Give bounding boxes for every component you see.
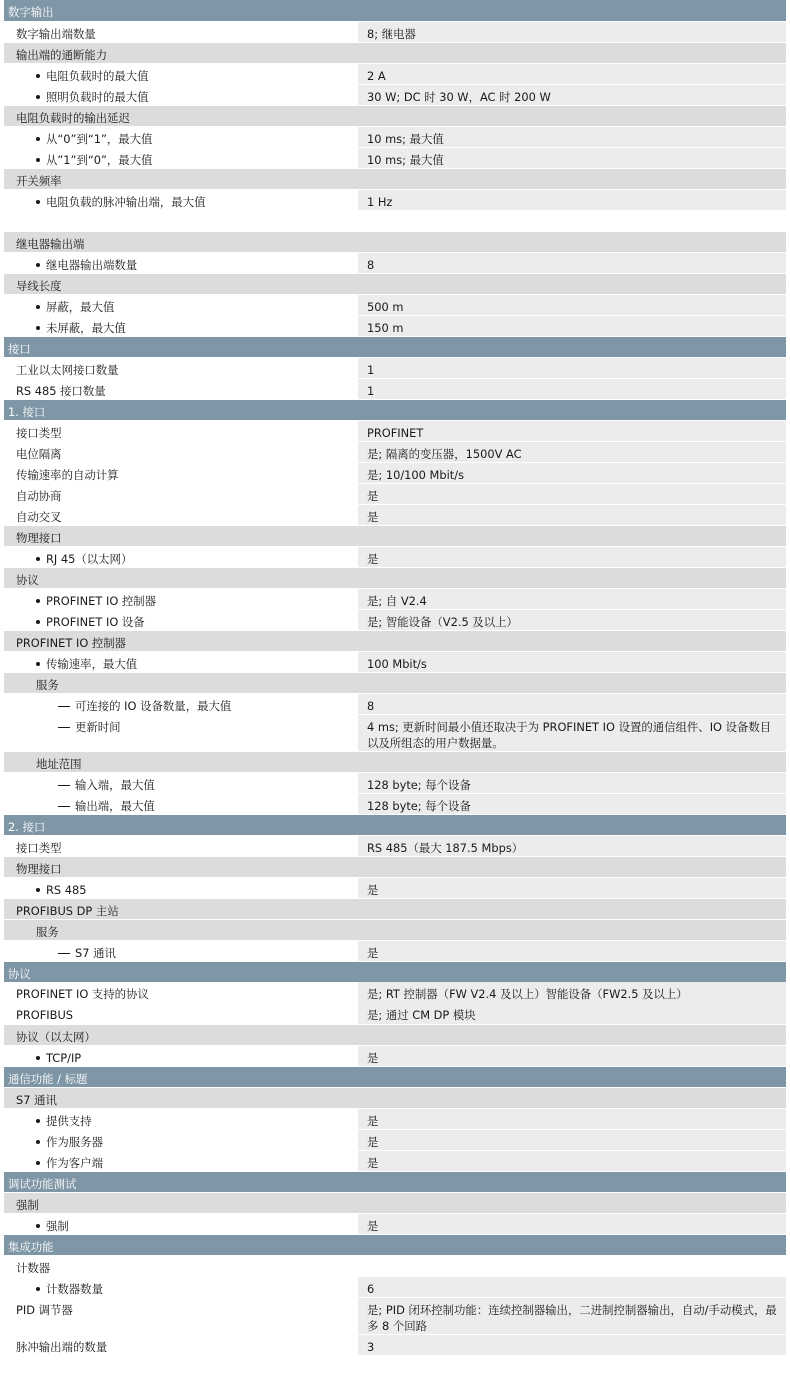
- spec-label: [4, 85, 358, 105]
- spec-value: 是: [358, 1109, 786, 1129]
- spec-label-text: 照明负载时的最大值: [46, 90, 149, 104]
- spec-label: [4, 899, 786, 919]
- spec-label: [4, 962, 786, 982]
- spec-row: [4, 294, 786, 315]
- spec-label-text: 开关频率: [16, 174, 62, 188]
- section-header: [4, 1171, 786, 1192]
- spec-label: [4, 631, 786, 651]
- group-header: [4, 273, 786, 294]
- spec-label-text: 电位隔离: [16, 447, 62, 461]
- spec-label-text: PROFINET IO 控制器: [46, 594, 157, 608]
- section-header: [4, 1066, 786, 1087]
- spec-label: [4, 982, 358, 1003]
- spec-value: 是; RT 控制器（FW V2.4 及以上）智能设备（FW2.5 及以上）: [358, 982, 786, 1003]
- spec-label: [4, 442, 358, 462]
- bullet-icon: [36, 1119, 40, 1123]
- bullet-icon: [36, 557, 40, 561]
- spec-label: [4, 1193, 786, 1213]
- spec-label-text: 屏蔽，最大值: [46, 300, 115, 314]
- spec-value: 500 m: [358, 295, 786, 315]
- spec-value: 是: [358, 941, 786, 961]
- spec-value: 128 byte; 每个设备: [358, 794, 786, 814]
- spec-label-text: PID 调节器: [16, 1303, 73, 1317]
- spec-label: [4, 815, 786, 835]
- spec-value: RS 485（最大 187.5 Mbps）: [358, 836, 786, 856]
- spec-row: [4, 940, 786, 961]
- spec-label: [4, 920, 786, 940]
- spec-label-text: 调试功能测试: [8, 1177, 77, 1191]
- spec-label-text: 数字输出端数量: [16, 27, 96, 41]
- spec-label: [4, 836, 358, 856]
- spec-label: [4, 274, 786, 294]
- spec-label: [4, 505, 358, 525]
- spec-row: [4, 793, 786, 814]
- spec-label: [4, 673, 786, 693]
- spec-row: [4, 609, 786, 630]
- spec-label: [4, 484, 358, 504]
- spec-value: 是; 自 V2.4: [358, 589, 786, 609]
- spec-label: [4, 64, 358, 84]
- dash-icon: [58, 806, 70, 807]
- dash-icon: [58, 706, 70, 707]
- bullet-icon: [36, 95, 40, 99]
- bullet-icon: [36, 1224, 40, 1228]
- spec-label: [4, 421, 358, 441]
- spec-label: [4, 1277, 358, 1297]
- spec-value: 是; 隔离的变压器，1500V AC: [358, 442, 786, 462]
- spec-label: [4, 589, 358, 609]
- spec-label-text: 数字输出: [8, 5, 54, 19]
- spec-label: [4, 358, 358, 378]
- bullet-icon: [36, 200, 40, 204]
- spec-value: 8; 继电器: [358, 22, 786, 42]
- spec-value: 128 byte; 每个设备: [358, 773, 786, 793]
- spec-row: [4, 877, 786, 898]
- spec-row: [4, 378, 786, 399]
- spec-label-text: PROFIBUS DP 主站: [16, 904, 119, 918]
- spec-row: [4, 147, 786, 168]
- spec-row: [4, 546, 786, 567]
- spec-label: [4, 316, 358, 336]
- spec-label-text: 电阻负载时的输出延迟: [16, 111, 130, 125]
- group-header: [4, 856, 786, 877]
- spec-label-text: 导线长度: [16, 279, 62, 293]
- group-header: [4, 898, 786, 919]
- group-header: [4, 1024, 786, 1045]
- spec-label: [4, 400, 786, 420]
- spec-row: [4, 772, 786, 793]
- spec-label: [4, 752, 786, 772]
- spec-value: 是: [358, 1130, 786, 1150]
- spec-label: [4, 1214, 358, 1234]
- spec-label-text: 脉冲输出端的数量: [16, 1340, 108, 1354]
- spec-value: 是; PID 闭环控制功能：连续控制器输出，二进制控制器输出，自动/手动模式，最多 8 个回路: [358, 1298, 786, 1334]
- group-header: [4, 751, 786, 772]
- spec-value: 1: [358, 358, 786, 378]
- spec-row: [4, 1297, 786, 1334]
- spec-label: [4, 568, 786, 588]
- spec-label-text: 电阻负载的脉冲输出端，最大值: [46, 195, 206, 209]
- spec-value: 100 Mbit/s: [358, 652, 786, 672]
- spec-label-text: 服务: [36, 678, 59, 692]
- spec-row: [4, 982, 786, 1003]
- spec-label: [4, 1235, 786, 1255]
- bullet-icon: [36, 137, 40, 141]
- spec-row: [4, 1129, 786, 1150]
- spec-label-text: 输出端的通断能力: [16, 48, 108, 62]
- group-header: [4, 525, 786, 546]
- spec-label-text: PROFINET IO 控制器: [16, 636, 127, 650]
- spec-value: 是; 智能设备（V2.5 及以上）: [358, 610, 786, 630]
- group-header: [4, 567, 786, 588]
- spec-label: [4, 190, 358, 210]
- group-header: [4, 1087, 786, 1108]
- spec-label-text: RS 485 接口数量: [16, 384, 106, 398]
- spec-label-text: 传输速率的自动计算: [16, 468, 119, 482]
- bullet-icon: [36, 158, 40, 162]
- spec-value: 是: [358, 547, 786, 567]
- spec-label-text: PROFIBUS: [16, 1008, 74, 1022]
- spec-label-text: 可连接的 IO 设备数量，最大值: [75, 699, 232, 713]
- section-header: [4, 961, 786, 982]
- spec-label-text: 协议（以太网）: [16, 1030, 96, 1044]
- spec-label-text: 地址范围: [36, 757, 82, 771]
- spec-row: [4, 420, 786, 441]
- spec-label: [4, 1088, 786, 1108]
- group-header: [4, 919, 786, 940]
- bullet-icon: [36, 326, 40, 330]
- spec-row: [4, 651, 786, 672]
- spec-label: [4, 1335, 358, 1355]
- spec-label-text: 物理接口: [16, 862, 62, 876]
- bullet-icon: [36, 1161, 40, 1165]
- spec-label-text: S7 通讯: [16, 1093, 57, 1107]
- spec-label: [4, 106, 786, 126]
- spec-value: 8: [358, 694, 786, 714]
- spec-label-text: 未屏蔽，最大值: [46, 321, 126, 335]
- spec-label: [4, 715, 358, 751]
- spec-value: 150 m: [358, 316, 786, 336]
- bullet-icon: [36, 888, 40, 892]
- spec-label-text: 接口类型: [16, 841, 62, 855]
- spec-row: [4, 1276, 786, 1297]
- spec-label: [4, 1172, 786, 1192]
- spec-value: 3: [358, 1335, 786, 1355]
- spec-label: [4, 463, 358, 483]
- spec-label-text: 输入端，最大值: [75, 778, 155, 792]
- dash-icon: [58, 953, 70, 954]
- spec-label-text: 强制: [16, 1198, 39, 1212]
- spec-value: 1: [358, 379, 786, 399]
- spec-row: [4, 693, 786, 714]
- spec-row: [4, 1213, 786, 1234]
- spec-row: [4, 1108, 786, 1129]
- spec-label: [4, 379, 358, 399]
- spec-label-text: TCP/IP: [46, 1051, 82, 1065]
- spec-row: [4, 126, 786, 147]
- spec-label: [4, 295, 358, 315]
- spec-label-text: S7 通讯: [75, 946, 116, 960]
- spec-label-text: 协议: [8, 967, 31, 981]
- spec-label: [4, 794, 358, 814]
- spec-row: [4, 462, 786, 483]
- spec-label: [4, 1109, 358, 1129]
- spec-label-text: 计数器: [16, 1261, 51, 1275]
- bullet-icon: [36, 74, 40, 78]
- bullet-icon: [36, 1056, 40, 1060]
- spec-label-text: 作为客户端: [46, 1156, 103, 1170]
- spec-label: [4, 1003, 358, 1024]
- group-header: [4, 1192, 786, 1213]
- section-header: [4, 336, 786, 357]
- section-header: [4, 814, 786, 835]
- spacer-row: [4, 210, 786, 231]
- spec-label-text: 自动协商: [16, 489, 62, 503]
- spec-row: [4, 189, 786, 210]
- spec-label-text: 提供支持: [46, 1114, 92, 1128]
- spec-row: [4, 84, 786, 105]
- spec-label-text: 协议: [16, 573, 39, 587]
- spec-value: 是: [358, 878, 786, 898]
- spec-row: [4, 63, 786, 84]
- bullet-icon: [36, 1140, 40, 1144]
- spec-value: 是: [358, 1151, 786, 1171]
- group-header: [4, 42, 786, 63]
- spec-value: 8: [358, 253, 786, 273]
- spec-value: 1 Hz: [358, 190, 786, 210]
- spec-value: 是: [358, 1046, 786, 1066]
- spec-label-text: 2. 接口: [8, 820, 46, 834]
- group-header: [4, 105, 786, 126]
- spec-value: 10 ms; 最大值: [358, 148, 786, 168]
- spec-label: [4, 1046, 358, 1066]
- spec-row: [4, 588, 786, 609]
- spec-label-text: 1. 接口: [8, 405, 46, 419]
- spec-label-text: 接口类型: [16, 426, 62, 440]
- spec-label: [4, 547, 358, 567]
- spec-label: [4, 253, 358, 273]
- spec-value: 是; 10/100 Mbit/s: [358, 463, 786, 483]
- spec-row: [4, 252, 786, 273]
- spec-value: 30 W; DC 时 30 W，AC 时 200 W: [358, 85, 786, 105]
- spec-label: [4, 232, 786, 252]
- spec-label: [4, 773, 358, 793]
- spec-label: [4, 127, 358, 147]
- group-header: [4, 672, 786, 693]
- spec-label-text: 继电器输出端: [16, 237, 85, 251]
- spec-label-text: 传输速率，最大值: [46, 657, 138, 671]
- group-header: [4, 1255, 786, 1276]
- spec-label: [4, 652, 358, 672]
- spec-label-text: 输出端，最大值: [75, 799, 155, 813]
- spec-row: [4, 1150, 786, 1171]
- spec-label-text: 工业以太网接口数量: [16, 363, 119, 377]
- spec-table: [4, 0, 786, 1355]
- spec-value: 10 ms; 最大值: [358, 127, 786, 147]
- spec-label: [4, 857, 786, 877]
- spec-row: [4, 504, 786, 525]
- spec-row: [4, 357, 786, 378]
- bullet-icon: [36, 620, 40, 624]
- spec-label: [4, 1298, 358, 1334]
- spec-row: [4, 835, 786, 856]
- spec-label: [4, 941, 358, 961]
- spec-row: [4, 483, 786, 504]
- spec-label: [4, 1067, 786, 1087]
- spec-label: [4, 878, 358, 898]
- spec-value: 是: [358, 484, 786, 504]
- spec-label: [4, 22, 358, 42]
- spec-label-text: PROFINET IO 设备: [46, 615, 145, 629]
- spec-label: [4, 1151, 358, 1171]
- spec-row: [4, 1334, 786, 1355]
- spec-value: PROFINET: [358, 421, 786, 441]
- spec-label: [4, 694, 358, 714]
- bullet-icon: [36, 599, 40, 603]
- spec-label: [4, 148, 358, 168]
- spec-label-text: 更新时间: [75, 720, 121, 734]
- spec-label: [4, 337, 786, 357]
- group-header: [4, 630, 786, 651]
- spec-row: [4, 315, 786, 336]
- spec-label: [4, 43, 786, 63]
- spec-label-text: 接口: [8, 342, 31, 356]
- bullet-icon: [36, 263, 40, 267]
- spec-row: [4, 1045, 786, 1066]
- spec-label: [4, 526, 786, 546]
- spec-value: 是; 通过 CM DP 模块: [358, 1003, 786, 1024]
- dash-icon: [58, 727, 70, 728]
- spec-label-text: 从“0”到“1”，最大值: [46, 132, 153, 146]
- spec-value: 6: [358, 1277, 786, 1297]
- spec-label: [4, 0, 786, 21]
- spec-row: [4, 21, 786, 42]
- spec-value: 2 A: [358, 64, 786, 84]
- bullet-icon: [36, 1287, 40, 1291]
- group-header: [4, 168, 786, 189]
- spec-label-text: 集成功能: [8, 1240, 54, 1254]
- spec-row: [4, 441, 786, 462]
- spec-label-text: 服务: [36, 925, 59, 939]
- spec-label: [4, 169, 786, 189]
- spec-value: 4 ms; 更新时间最小值还取决于为 PROFINET IO 设置的通信组件、IO 设备数目以及所组态的用户数据量。: [358, 715, 786, 751]
- spec-label-text: 物理接口: [16, 531, 62, 545]
- spec-label: [4, 610, 358, 630]
- spec-label-text: 继电器输出端数量: [46, 258, 138, 272]
- spec-value: 是: [358, 505, 786, 525]
- section-header: [4, 399, 786, 420]
- bullet-icon: [36, 305, 40, 309]
- spec-label-text: 作为服务器: [46, 1135, 103, 1149]
- spec-value: 是: [358, 1214, 786, 1234]
- spec-label: [4, 1025, 786, 1045]
- spec-label-text: 通信功能 / 标题: [8, 1072, 88, 1086]
- section-header: [4, 0, 786, 21]
- section-header: [4, 1234, 786, 1255]
- spec-label-text: RJ 45（以太网）: [46, 552, 133, 566]
- group-header: [4, 231, 786, 252]
- spec-label-text: PROFINET IO 支持的协议: [16, 987, 149, 1001]
- spec-label-text: RS 485: [46, 883, 87, 897]
- spec-label-text: 电阻负载时的最大值: [46, 69, 149, 83]
- dash-icon: [58, 785, 70, 786]
- spec-label: [4, 1256, 786, 1276]
- spec-row: [4, 1003, 786, 1024]
- spec-label-text: 自动交叉: [16, 510, 62, 524]
- bullet-icon: [36, 662, 40, 666]
- spec-row: [4, 714, 786, 751]
- spec-label-text: 从”1”到“0”，最大值: [46, 153, 153, 167]
- spec-label-text: 强制: [46, 1219, 69, 1233]
- spec-label: [4, 1130, 358, 1150]
- spec-label-text: 计数器数量: [46, 1282, 103, 1296]
